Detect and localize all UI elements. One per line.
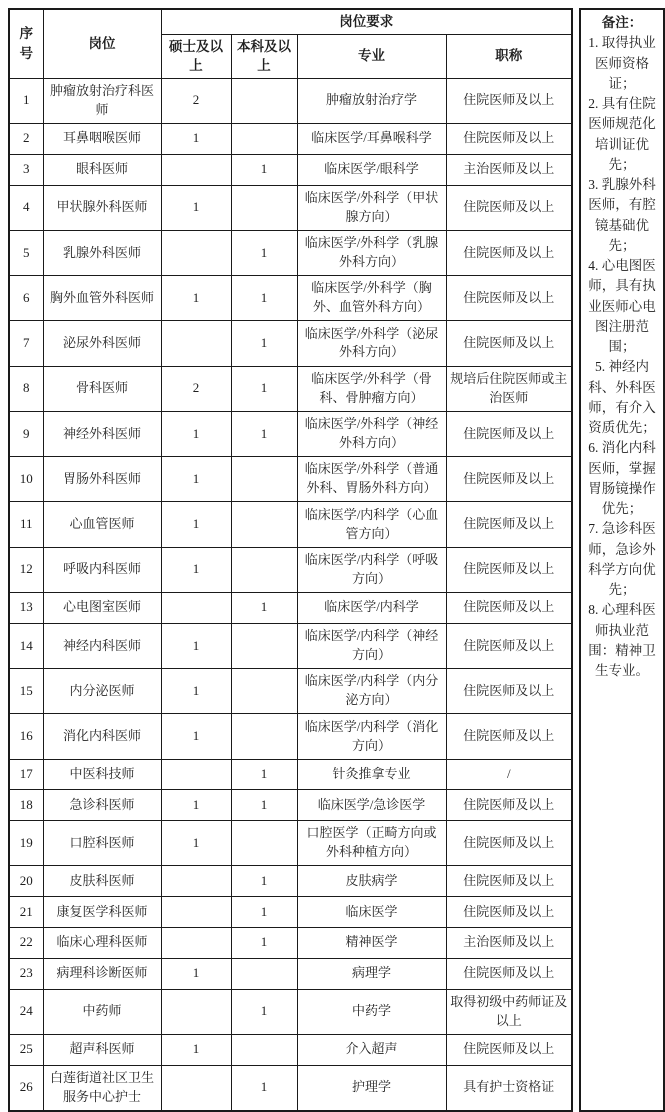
cell-major: 护理学 bbox=[297, 1065, 446, 1111]
cell-index: 24 bbox=[9, 989, 43, 1034]
table-row bbox=[9, 790, 572, 821]
table-row bbox=[9, 1065, 572, 1111]
cell-title: 住院医师及以上 bbox=[446, 123, 572, 154]
cell-position: 眼科医师 bbox=[43, 154, 161, 185]
cell-major: 临床医学/急诊医学 bbox=[297, 790, 446, 821]
cell-bachelor-count bbox=[231, 123, 297, 154]
table-row bbox=[9, 897, 572, 928]
cell-bachelor-count: 1 bbox=[231, 897, 297, 928]
table-row bbox=[9, 821, 572, 866]
cell-major: 临床医学/眼科学 bbox=[297, 154, 446, 185]
cell-index: 8 bbox=[9, 366, 43, 411]
cell-title: 住院医师及以上 bbox=[446, 821, 572, 866]
cell-master-count: 1 bbox=[161, 623, 231, 668]
cell-master-count: 1 bbox=[161, 123, 231, 154]
table-row bbox=[9, 958, 572, 989]
cell-index: 12 bbox=[9, 547, 43, 592]
header-row-1 bbox=[9, 9, 572, 34]
cell-master-count: 2 bbox=[161, 78, 231, 123]
cell-bachelor-count: 1 bbox=[231, 866, 297, 897]
remark-item: 1. 取得执业医师资格证； bbox=[588, 35, 656, 91]
table-row bbox=[9, 547, 572, 592]
cell-master-count bbox=[161, 927, 231, 958]
cell-position: 肿瘤放射治疗科医师 bbox=[43, 78, 161, 123]
table-row bbox=[9, 185, 572, 230]
table-row bbox=[9, 154, 572, 185]
cell-major: 临床医学/外科学（泌尿外科方向） bbox=[297, 321, 446, 366]
cell-bachelor-count bbox=[231, 958, 297, 989]
cell-index: 9 bbox=[9, 411, 43, 456]
table-row bbox=[9, 669, 572, 714]
cell-position: 泌尿外科医师 bbox=[43, 321, 161, 366]
cell-position: 急诊科医师 bbox=[43, 790, 161, 821]
cell-master-count: 1 bbox=[161, 669, 231, 714]
header-index: 序号 bbox=[9, 9, 43, 78]
cell-major: 临床医学/耳鼻喉科学 bbox=[297, 123, 446, 154]
cell-position: 皮肤科医师 bbox=[43, 866, 161, 897]
table-row bbox=[9, 1034, 572, 1065]
cell-title: 住院医师及以上 bbox=[446, 958, 572, 989]
cell-index: 21 bbox=[9, 897, 43, 928]
table-row bbox=[9, 502, 572, 547]
cell-index: 6 bbox=[9, 276, 43, 321]
table-row bbox=[9, 457, 572, 502]
cell-position: 神经外科医师 bbox=[43, 411, 161, 456]
cell-bachelor-count: 1 bbox=[231, 154, 297, 185]
cell-master-count bbox=[161, 759, 231, 790]
cell-bachelor-count: 1 bbox=[231, 321, 297, 366]
table-row bbox=[9, 321, 572, 366]
remark-item: 8. 心理科医师执业范围：精神卫生专业。 bbox=[588, 602, 656, 678]
cell-master-count: 1 bbox=[161, 185, 231, 230]
cell-index: 19 bbox=[9, 821, 43, 866]
cell-index: 4 bbox=[9, 185, 43, 230]
cell-title: 住院医师及以上 bbox=[446, 321, 572, 366]
cell-bachelor-count bbox=[231, 185, 297, 230]
table-row bbox=[9, 989, 572, 1034]
cell-major: 皮肤病学 bbox=[297, 866, 446, 897]
header-title: 职称 bbox=[446, 34, 572, 78]
cell-title: 住院医师及以上 bbox=[446, 593, 572, 624]
remarks-panel bbox=[579, 8, 665, 1112]
cell-index: 16 bbox=[9, 714, 43, 759]
cell-index: 14 bbox=[9, 623, 43, 668]
header-master: 硕士及以上 bbox=[161, 34, 231, 78]
cell-major: 临床医学/内科学（神经方向） bbox=[297, 623, 446, 668]
cell-index: 25 bbox=[9, 1034, 43, 1065]
cell-index: 3 bbox=[9, 154, 43, 185]
cell-major: 临床医学/内科学（内分泌方向） bbox=[297, 669, 446, 714]
cell-index: 2 bbox=[9, 123, 43, 154]
cell-bachelor-count: 1 bbox=[231, 759, 297, 790]
header-major: 专业 bbox=[297, 34, 446, 78]
remark-item: 3. 乳腺外科医师，有腔镜基础优先； bbox=[588, 177, 656, 253]
remarks-list bbox=[583, 33, 661, 681]
table-row bbox=[9, 714, 572, 759]
cell-index: 7 bbox=[9, 321, 43, 366]
cell-master-count bbox=[161, 321, 231, 366]
cell-master-count: 1 bbox=[161, 714, 231, 759]
cell-position: 胸外血管外科医师 bbox=[43, 276, 161, 321]
cell-title: 住院医师及以上 bbox=[446, 1034, 572, 1065]
cell-master-count bbox=[161, 230, 231, 275]
cell-major: 临床医学/外科学（胸外、血管外科方向） bbox=[297, 276, 446, 321]
cell-master-count: 1 bbox=[161, 276, 231, 321]
cell-title: 主治医师及以上 bbox=[446, 154, 572, 185]
cell-position: 临床心理科医师 bbox=[43, 927, 161, 958]
cell-index: 20 bbox=[9, 866, 43, 897]
table-row bbox=[9, 593, 572, 624]
cell-title: 住院医师及以上 bbox=[446, 866, 572, 897]
cell-position: 口腔科医师 bbox=[43, 821, 161, 866]
cell-title: 住院医师及以上 bbox=[446, 78, 572, 123]
cell-master-count: 1 bbox=[161, 502, 231, 547]
cell-position: 康复医学科医师 bbox=[43, 897, 161, 928]
cell-index: 13 bbox=[9, 593, 43, 624]
cell-master-count: 1 bbox=[161, 457, 231, 502]
cell-bachelor-count bbox=[231, 669, 297, 714]
cell-position: 中医科技师 bbox=[43, 759, 161, 790]
cell-bachelor-count: 1 bbox=[231, 790, 297, 821]
cell-position: 病理科诊断医师 bbox=[43, 958, 161, 989]
cell-bachelor-count bbox=[231, 78, 297, 123]
cell-master-count: 1 bbox=[161, 547, 231, 592]
cell-title: 具有护士资格证 bbox=[446, 1065, 572, 1111]
cell-major: 介入超声 bbox=[297, 1034, 446, 1065]
remark-item: 5. 神经内科、外科医师，有介入资质优先； bbox=[588, 359, 656, 435]
cell-position: 心电图室医师 bbox=[43, 593, 161, 624]
cell-bachelor-count bbox=[231, 547, 297, 592]
cell-master-count bbox=[161, 897, 231, 928]
cell-master-count: 1 bbox=[161, 790, 231, 821]
cell-master-count: 1 bbox=[161, 958, 231, 989]
cell-major: 临床医学/外科学（神经外科方向） bbox=[297, 411, 446, 456]
table-row bbox=[9, 927, 572, 958]
table-row bbox=[9, 276, 572, 321]
cell-title: 住院医师及以上 bbox=[446, 230, 572, 275]
cell-bachelor-count: 1 bbox=[231, 276, 297, 321]
table-row bbox=[9, 759, 572, 790]
cell-position: 心血管医师 bbox=[43, 502, 161, 547]
cell-position: 甲状腺外科医师 bbox=[43, 185, 161, 230]
cell-bachelor-count bbox=[231, 821, 297, 866]
cell-bachelor-count bbox=[231, 623, 297, 668]
cell-position: 超声科医师 bbox=[43, 1034, 161, 1065]
cell-position: 消化内科医师 bbox=[43, 714, 161, 759]
cell-master-count bbox=[161, 866, 231, 897]
cell-title: 规培后住院医师或主治医师 bbox=[446, 366, 572, 411]
cell-major: 针灸推拿专业 bbox=[297, 759, 446, 790]
table-row bbox=[9, 866, 572, 897]
cell-title: 住院医师及以上 bbox=[446, 502, 572, 547]
cell-title: 住院医师及以上 bbox=[446, 669, 572, 714]
cell-major: 精神医学 bbox=[297, 927, 446, 958]
cell-master-count bbox=[161, 989, 231, 1034]
cell-title: 住院医师及以上 bbox=[446, 185, 572, 230]
cell-bachelor-count: 1 bbox=[231, 411, 297, 456]
table-row bbox=[9, 623, 572, 668]
cell-master-count bbox=[161, 1065, 231, 1111]
cell-index: 5 bbox=[9, 230, 43, 275]
cell-bachelor-count: 1 bbox=[231, 230, 297, 275]
remark-item: 2. 具有住院医师规范化培训证优先； bbox=[588, 96, 656, 172]
remark-item: 7. 急诊科医师，急诊外科学方向优先； bbox=[588, 521, 656, 597]
cell-title: 住院医师及以上 bbox=[446, 276, 572, 321]
cell-major: 临床医学/外科学（骨科、骨肿瘤方向） bbox=[297, 366, 446, 411]
table-row bbox=[9, 123, 572, 154]
cell-bachelor-count: 1 bbox=[231, 593, 297, 624]
cell-major: 临床医学/外科学（甲状腺方向） bbox=[297, 185, 446, 230]
cell-index: 18 bbox=[9, 790, 43, 821]
remark-item: 4. 心电图医师，具有执业医师心电图注册范围； bbox=[588, 258, 656, 354]
table-row bbox=[9, 230, 572, 275]
cell-major: 临床医学/外科学（乳腺外科方向） bbox=[297, 230, 446, 275]
cell-bachelor-count: 1 bbox=[231, 989, 297, 1034]
cell-master-count: 1 bbox=[161, 411, 231, 456]
cell-title: 主治医师及以上 bbox=[446, 927, 572, 958]
cell-master-count: 1 bbox=[161, 1034, 231, 1065]
cell-major: 临床医学 bbox=[297, 897, 446, 928]
cell-bachelor-count: 1 bbox=[231, 1065, 297, 1111]
cell-major: 肿瘤放射治疗学 bbox=[297, 78, 446, 123]
cell-title: 住院医师及以上 bbox=[446, 897, 572, 928]
cell-position: 耳鼻咽喉医师 bbox=[43, 123, 161, 154]
cell-title: 住院医师及以上 bbox=[446, 790, 572, 821]
cell-index: 11 bbox=[9, 502, 43, 547]
cell-position: 胃肠外科医师 bbox=[43, 457, 161, 502]
cell-position: 呼吸内科医师 bbox=[43, 547, 161, 592]
cell-major: 临床医学/内科学（心血管方向） bbox=[297, 502, 446, 547]
table-header bbox=[9, 9, 572, 78]
cell-title: / bbox=[446, 759, 572, 790]
remark-item: 6. 消化内科医师，掌握胃肠镜操作优先； bbox=[588, 440, 656, 516]
cell-major: 口腔医学（正畸方向或外科种植方向） bbox=[297, 821, 446, 866]
cell-position: 神经内科医师 bbox=[43, 623, 161, 668]
cell-bachelor-count: 1 bbox=[231, 366, 297, 411]
cell-master-count: 2 bbox=[161, 366, 231, 411]
cell-major: 临床医学/内科学（消化方向） bbox=[297, 714, 446, 759]
remarks-title: 备注： bbox=[601, 15, 643, 30]
cell-index: 26 bbox=[9, 1065, 43, 1111]
cell-position: 中药师 bbox=[43, 989, 161, 1034]
table-body bbox=[9, 78, 572, 1111]
cell-title: 住院医师及以上 bbox=[446, 547, 572, 592]
cell-title: 住院医师及以上 bbox=[446, 457, 572, 502]
cell-index: 22 bbox=[9, 927, 43, 958]
cell-bachelor-count bbox=[231, 1034, 297, 1065]
cell-position: 骨科医师 bbox=[43, 366, 161, 411]
cell-major: 中药学 bbox=[297, 989, 446, 1034]
cell-bachelor-count: 1 bbox=[231, 927, 297, 958]
header-requirements: 岗位要求 bbox=[161, 9, 572, 34]
cell-major: 临床医学/内科学（呼吸方向） bbox=[297, 547, 446, 592]
cell-master-count bbox=[161, 154, 231, 185]
cell-master-count bbox=[161, 593, 231, 624]
cell-major: 病理学 bbox=[297, 958, 446, 989]
cell-index: 23 bbox=[9, 958, 43, 989]
cell-title: 住院医师及以上 bbox=[446, 623, 572, 668]
cell-index: 10 bbox=[9, 457, 43, 502]
cell-bachelor-count bbox=[231, 714, 297, 759]
positions-table bbox=[8, 8, 573, 1112]
table-row bbox=[9, 78, 572, 123]
cell-position: 乳腺外科医师 bbox=[43, 230, 161, 275]
table-row bbox=[9, 411, 572, 456]
cell-master-count: 1 bbox=[161, 821, 231, 866]
cell-bachelor-count bbox=[231, 457, 297, 502]
header-position: 岗位 bbox=[43, 9, 161, 78]
cell-major: 临床医学/内科学 bbox=[297, 593, 446, 624]
cell-title: 住院医师及以上 bbox=[446, 714, 572, 759]
cell-title: 取得初级中药师证及以上 bbox=[446, 989, 572, 1034]
cell-position: 内分泌医师 bbox=[43, 669, 161, 714]
cell-major: 临床医学/外科学（普通外科、胃肠外科方向） bbox=[297, 457, 446, 502]
cell-bachelor-count bbox=[231, 502, 297, 547]
cell-index: 17 bbox=[9, 759, 43, 790]
cell-title: 住院医师及以上 bbox=[446, 411, 572, 456]
cell-index: 1 bbox=[9, 78, 43, 123]
header-bachelor: 本科及以上 bbox=[231, 34, 297, 78]
table-row bbox=[9, 366, 572, 411]
cell-position: 白莲街道社区卫生服务中心护士 bbox=[43, 1065, 161, 1111]
cell-index: 15 bbox=[9, 669, 43, 714]
